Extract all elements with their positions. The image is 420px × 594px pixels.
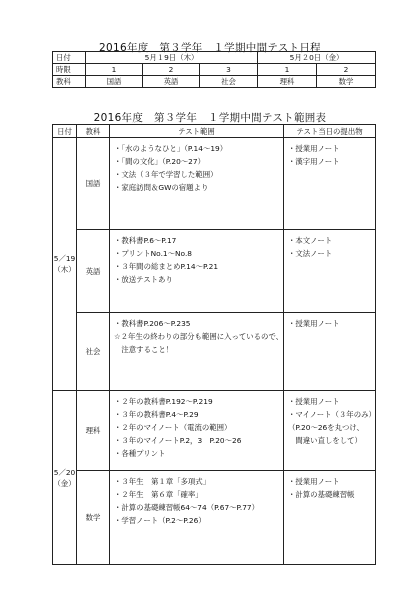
range-title: 2016年度 第３学年 １学期中間テスト範囲表	[93, 112, 327, 124]
range-item: ・教科書P.206～P.235	[114, 319, 191, 328]
submissions-japanese	[284, 138, 376, 230]
submission-item: ・漢字用ノート	[288, 157, 340, 166]
range-item: ・プリントNo.1～No.8	[114, 249, 192, 258]
range-item: ・２年のマイノート（電流の範囲）	[114, 423, 232, 432]
range-header-row	[53, 125, 376, 138]
schedule-date-label: 日付	[53, 52, 86, 64]
day2-date-cell	[53, 391, 77, 565]
subject-cell: 数学	[317, 76, 376, 88]
submissions-science	[284, 391, 376, 471]
items-social	[110, 313, 284, 391]
period-cell: 3	[200, 64, 258, 76]
subject-science: 理科	[77, 391, 110, 471]
submission-item: 間違い直しをして）	[288, 436, 362, 445]
range-item: ・「水のようなひと」（P.14～19）	[114, 144, 228, 153]
range-item: ・家庭訪問＆GWの宿題より	[114, 183, 209, 192]
period-cell: 1	[258, 64, 317, 76]
submission-item: ・授業用ノート	[288, 477, 340, 486]
subject-cell: 英語	[143, 76, 200, 88]
submission-item: ・授業用ノート	[288, 319, 340, 328]
schedule-date-row	[53, 52, 376, 64]
period-cell: 2	[317, 64, 376, 76]
submission-item: ・計算の基礎練習帳	[288, 490, 355, 499]
range-item: ・２年の教科書P.192～P.219	[114, 397, 213, 406]
header-date: 日付	[53, 125, 77, 138]
schedule-period-row	[53, 64, 376, 76]
range-item: ・教科書P.6～P.17	[114, 236, 177, 245]
header-subject: 教科	[77, 125, 110, 138]
submission-item: ・授業用ノート	[288, 397, 340, 406]
subject-english: 英語	[77, 230, 110, 313]
range-item: ・３年の教科書P.4～P.29	[114, 410, 199, 419]
subject-cell: 国語	[86, 76, 143, 88]
range-row-english	[53, 230, 376, 313]
items-english	[110, 230, 284, 313]
submissions-math	[284, 471, 376, 565]
range-item: ・２年生 第６章「確率」	[114, 490, 203, 499]
range-item: ・学習ノート（P.2～P.26）	[114, 516, 206, 525]
submission-item: ・マイノート（３年のみ）	[288, 410, 376, 419]
subject-social: 社会	[77, 313, 110, 391]
period-cell: 1	[86, 64, 143, 76]
range-item: 注意すること！	[114, 345, 174, 354]
subject-math: 数学	[77, 471, 110, 565]
day1-weekday: （木）	[53, 265, 76, 274]
range-row-japanese	[53, 138, 376, 230]
submissions-english	[284, 230, 376, 313]
day2-date-text: 5／20	[53, 467, 76, 477]
range-item: ・各種プリント	[114, 449, 166, 458]
range-item: ・３年間の総まとめP.14～P.21	[114, 262, 219, 271]
range-row-math	[53, 471, 376, 565]
range-item: ・３年のマイノートP.2，3 P.20～26	[114, 436, 242, 445]
schedule-period-label: 時限	[53, 64, 86, 76]
range-item: ☆２年生の終わりの部分も範囲に入っているので、	[114, 332, 284, 341]
schedule-table	[52, 51, 376, 88]
day2-weekday: （金）	[53, 478, 76, 488]
items-science	[110, 391, 284, 471]
header-submissions: テスト当日の提出物	[284, 125, 376, 138]
range-item: ・放送テストあり	[114, 275, 173, 284]
subject-japanese: 国語	[77, 138, 110, 230]
day1-date-text: 5／19	[53, 254, 76, 263]
day1-date-cell	[53, 138, 77, 391]
period-cell: 2	[143, 64, 200, 76]
day2-date: 5月２0日（金）	[258, 52, 376, 64]
range-item: ・３年生 第１章「多項式」	[114, 477, 211, 486]
submissions-social	[284, 313, 376, 391]
submission-item: （P.20～26を丸つけ、	[288, 423, 364, 432]
range-item: ・計算の基礎練習帳64～74（P.67～P.77）	[114, 503, 260, 512]
range-row-science	[53, 391, 376, 471]
range-row-social	[53, 313, 376, 391]
schedule-title: 2016年度 第３学年 １学期中間テスト日程	[99, 42, 321, 54]
subject-cell: 理科	[258, 76, 317, 88]
items-math	[110, 471, 284, 565]
items-japanese	[110, 138, 284, 230]
submission-item: ・文法ノート	[288, 249, 333, 258]
range-item: ・「間の文化」（P.20～27）	[114, 157, 205, 166]
range-table	[52, 124, 376, 565]
submission-item: ・本文ノート	[288, 236, 333, 245]
schedule-subject-label: 教科	[53, 76, 86, 88]
submission-item: ・授業用ノート	[288, 144, 340, 153]
range-item: ・文法（３年で学習した範囲）	[114, 170, 218, 179]
schedule-subject-row	[53, 76, 376, 88]
day1-date: 5月１9日（木）	[86, 52, 258, 64]
header-range: テスト範囲	[110, 125, 284, 138]
subject-cell: 社会	[200, 76, 258, 88]
